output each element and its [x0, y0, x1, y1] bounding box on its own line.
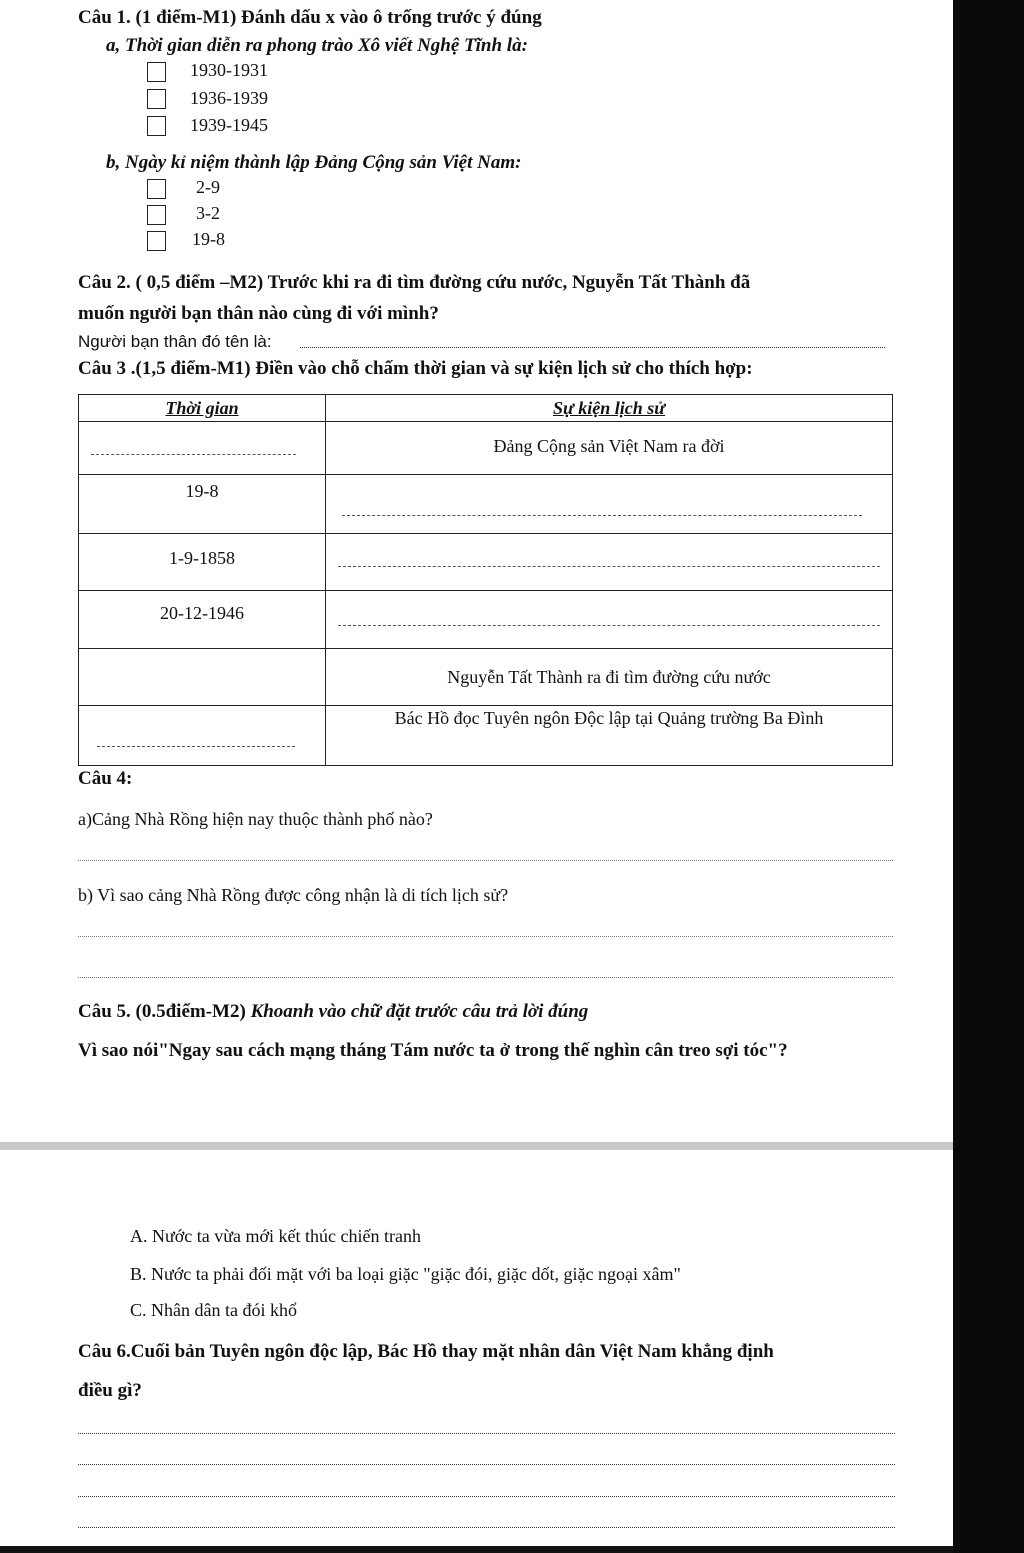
time-cell[interactable] [79, 706, 326, 766]
q2-heading-line2: muốn người bạn thân nào cùng đi với mình? [78, 303, 439, 324]
event-cell[interactable] [326, 534, 893, 591]
fill-line [342, 515, 862, 516]
q1b-prompt: b, Ngày kỉ niệm thành lập Đảng Cộng sản Việt Nam: [106, 152, 522, 173]
q5-option-c[interactable]: C. Nhân dân ta đói khổ [130, 1300, 297, 1320]
q6-line1: Câu 6.Cuối bản Tuyên ngôn độc lập, Bác Hồ thay mặt nhân dân Việt Nam khẳng định [78, 1341, 774, 1362]
fill-line [91, 454, 296, 455]
q2-answer-line[interactable] [300, 347, 885, 348]
q4a-answer-line[interactable] [78, 860, 893, 861]
q3-heading: Câu 3 .(1,5 điểm-M1) Điền vào chỗ chấm thời gian và sự kiện lịch sử cho thích hợp: [78, 358, 753, 379]
q1a-prompt: a, Thời gian diễn ra phong trào Xô viết Nghệ Tĩnh là: [106, 35, 528, 56]
q6-answer-line-3[interactable] [78, 1496, 895, 1497]
q4b-answer-line-2[interactable] [78, 977, 893, 978]
q5-heading [78, 1001, 588, 1023]
q1a-checkbox-2[interactable] [147, 89, 166, 109]
q6-answer-line-2[interactable] [78, 1464, 895, 1465]
q4-heading: Câu 4: [78, 768, 133, 789]
q4a-question: a)Cảng Nhà Rồng hiện nay thuộc thành phố nào? [78, 809, 433, 829]
q4b-answer-line-1[interactable] [78, 936, 893, 937]
fill-line [338, 625, 880, 626]
time-cell[interactable] [79, 649, 326, 706]
col-header-time: Thời gian [79, 395, 326, 422]
col-header-event: Sự kiện lịch sử [326, 395, 893, 422]
q1a-option-3: 1939-1945 [190, 115, 268, 135]
table-row [79, 591, 893, 649]
q5-heading-label: Câu 5. (0.5điểm-M2) [78, 1001, 246, 1022]
table-header-row [79, 395, 893, 422]
time-cell: 19-8 [79, 475, 326, 534]
page-divider [0, 1142, 953, 1150]
q2-heading-line1: Câu 2. ( 0,5 điểm –M2) Trước khi ra đi tìm đường cứu nước, Nguyễn Tất Thành đã [78, 272, 751, 293]
q1a-option-1: 1930-1931 [190, 60, 268, 80]
table-row [79, 534, 893, 591]
table-row [79, 706, 893, 766]
time-cell: 20-12-1946 [79, 591, 326, 649]
q6-line2: điều gì? [78, 1380, 142, 1401]
q1b-checkbox-3[interactable] [147, 231, 166, 251]
q1-heading: Câu 1. (1 điểm-M1) Đánh dấu x vào ô trống trước ý đúng [78, 7, 542, 28]
time-cell: 1-9-1858 [79, 534, 326, 591]
q1b-option-1: 2-9 [196, 177, 220, 197]
event-cell[interactable] [326, 591, 893, 649]
bottom-edge [0, 1546, 953, 1553]
q3-table [78, 394, 893, 766]
q6-answer-line-1[interactable] [78, 1433, 895, 1434]
table-row [79, 475, 893, 534]
q1b-checkbox-2[interactable] [147, 205, 166, 225]
event-cell[interactable] [326, 475, 893, 534]
table-row [79, 422, 893, 475]
fill-line [97, 746, 295, 747]
table-row [79, 649, 893, 706]
q1a-checkbox-3[interactable] [147, 116, 166, 136]
time-cell[interactable] [79, 422, 326, 475]
dark-margin-strip [953, 0, 1024, 1553]
event-cell: Bác Hồ đọc Tuyên ngôn Độc lập tại Quảng trường Ba Đình [326, 706, 893, 766]
q2-answer-label: Người bạn thân đó tên là: [78, 332, 272, 351]
event-cell: Nguyễn Tất Thành ra đi tìm đường cứu nước [326, 649, 893, 706]
q5-option-a[interactable]: A. Nước ta vừa mới kết thúc chiến tranh [130, 1226, 421, 1246]
event-cell: Đảng Cộng sản Việt Nam ra đời [326, 422, 893, 475]
q5-option-b[interactable]: B. Nước ta phải đối mặt với ba loại giặc "giặc đói, giặc dốt, giặc ngoại xâm" [130, 1264, 681, 1284]
q5-heading-instruction: Khoanh vào chữ đặt trước câu trả lời đúng [250, 1001, 589, 1022]
q1b-option-3: 19-8 [192, 229, 225, 249]
q1a-checkbox-1[interactable] [147, 62, 166, 82]
fill-line [338, 566, 880, 567]
q5-question: Vì sao nói"Ngay sau cách mạng tháng Tám nước ta ở trong thế nghìn cân treo sợi tóc"? [78, 1040, 788, 1061]
q1b-checkbox-1[interactable] [147, 179, 166, 199]
q1a-option-2: 1936-1939 [190, 88, 268, 108]
q6-answer-line-4[interactable] [78, 1527, 895, 1528]
q4b-question: b) Vì sao cảng Nhà Rồng được công nhận là di tích lịch sử? [78, 885, 509, 905]
q1b-option-2: 3-2 [196, 203, 220, 223]
